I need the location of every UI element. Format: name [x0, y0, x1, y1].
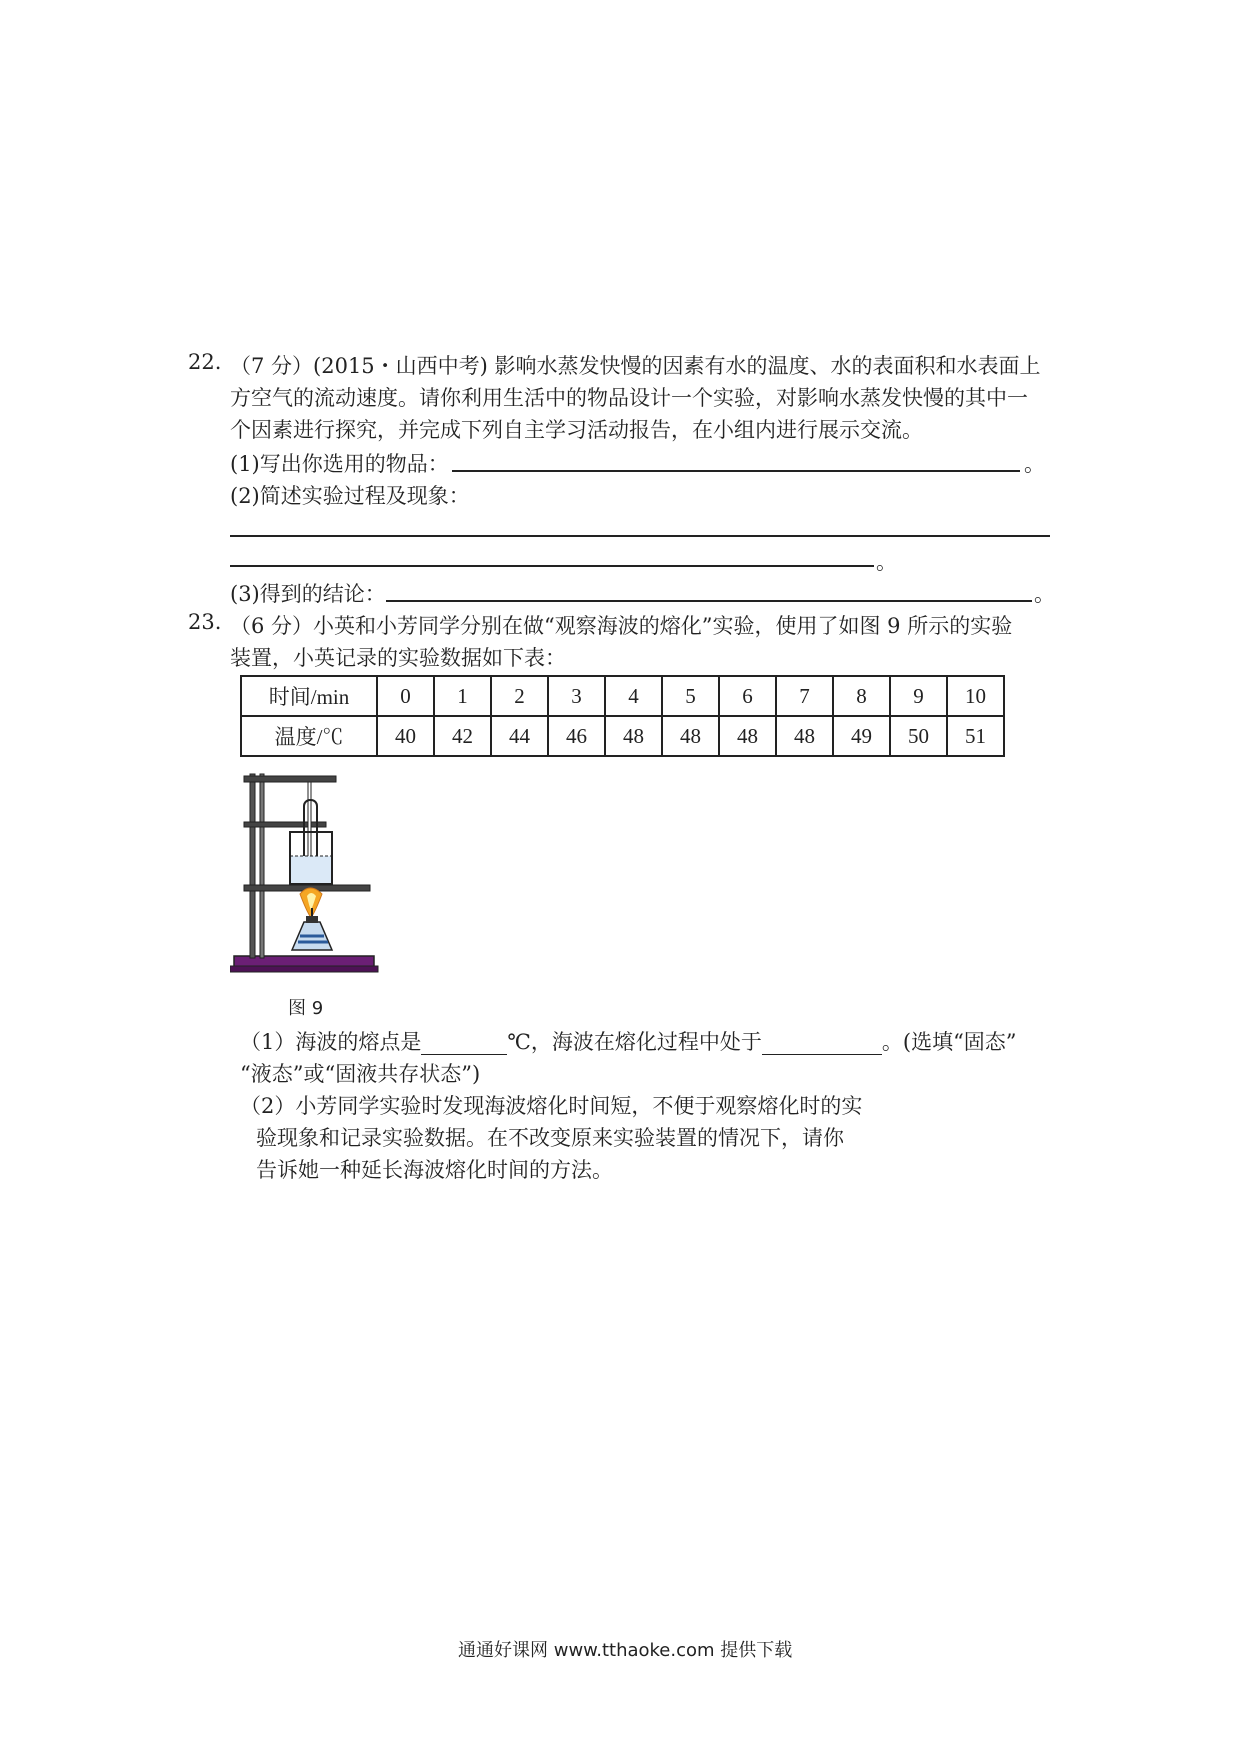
q23-sub1-line1 — [240, 1026, 1017, 1056]
temperature-cell: 48 — [719, 716, 776, 756]
q23-number: 23. — [188, 610, 222, 634]
q22-part3-answer-line[interactable] — [386, 600, 1032, 602]
q22-part2-answer-line-1[interactable] — [230, 535, 1050, 537]
time-cell: 7 — [776, 676, 833, 716]
temperature-cell: 44 — [491, 716, 548, 756]
q23-sub2-line1: （2）小芳同学实验时发现海波熔化时间短，不便于观察熔化时的实 — [240, 1094, 863, 1118]
stand-rod — [250, 774, 255, 958]
figure-caption: 图 9 — [288, 998, 324, 1019]
q22-part1-end: 。 — [1024, 452, 1045, 476]
q22-number: 22. — [188, 350, 222, 374]
clamp-arm — [244, 776, 336, 782]
time-cell: 0 — [377, 676, 434, 716]
temperature-cell: 48 — [662, 716, 719, 756]
state-blank[interactable] — [762, 1030, 882, 1055]
temperature-cell: 50 — [890, 716, 947, 756]
time-cell: 9 — [890, 676, 947, 716]
melting-point-blank[interactable] — [421, 1030, 507, 1055]
q22-part1-label: (1)写出你选用的物品： — [230, 452, 449, 476]
q22-stem-line3: 个因素进行探究，并完成下列自主学习活动报告，在小组内进行展示交流。 — [230, 418, 923, 442]
q22-stem-line2: 方空气的流动速度。请你利用生活中的物品设计一个实验，对影响水蒸发快慢的其中一 — [230, 386, 1028, 410]
temperature-cell: 42 — [434, 716, 491, 756]
q22-part2-label: (2)简述实验过程及现象： — [230, 484, 470, 508]
temperature-cell: 46 — [548, 716, 605, 756]
sub1-text-a: （1）海波的熔点是 — [240, 1030, 422, 1054]
melting-data-table — [240, 675, 1005, 757]
time-cell: 10 — [947, 676, 1004, 716]
q22-part1-answer-line[interactable] — [452, 470, 1020, 472]
page-footer: 通通好课网 www.tthaoke.com 提供下载 — [458, 1640, 793, 1661]
temperature-cell: 49 — [833, 716, 890, 756]
table-row-time — [241, 676, 1004, 716]
time-cell: 8 — [833, 676, 890, 716]
sub1-text-b: ℃，海波在熔化过程中处于 — [507, 1030, 762, 1054]
temperature-cell: 51 — [947, 716, 1004, 756]
q22-part3-label: (3)得到的结论： — [230, 582, 386, 606]
q22-part2-end: 。 — [876, 550, 897, 574]
q23-sub2-line2: 验现象和记录实验数据。在不改变原来实验装置的情况下，请你 — [256, 1126, 844, 1150]
q22-stem-line1: （7 分）(2015・山西中考) 影响水蒸发快慢的因素有水的温度、水的表面积和水表面上 — [230, 354, 1041, 378]
table-row-temperature — [241, 716, 1004, 756]
q23-sub1-line2: “液态”或“固液共存状态”) — [240, 1062, 481, 1086]
q23-stem-line1: （6 分）小英和小芳同学分别在做“观察海波的熔化”实验，使用了如图 9 所示的实验 — [230, 614, 1013, 638]
q22-part2-answer-line-2[interactable] — [230, 565, 874, 567]
q23-sub2-line3: 告诉她一种延长海波熔化时间的方法。 — [256, 1158, 613, 1182]
temperature-cell: 40 — [377, 716, 434, 756]
q23-stem-line2: 装置，小英记录的实验数据如下表： — [230, 646, 566, 670]
thermometer — [308, 782, 311, 868]
temperature-cell: 48 — [776, 716, 833, 756]
time-cell: 3 — [548, 676, 605, 716]
q22-part3-end: 。 — [1034, 582, 1055, 606]
time-cell: 2 — [491, 676, 548, 716]
time-cell: 6 — [719, 676, 776, 716]
temperature-cell: 48 — [605, 716, 662, 756]
time-header: 时间/min — [241, 676, 377, 716]
temperature-header: 温度/℃ — [241, 716, 377, 756]
sub1-text-c: 。(选填“固态” — [881, 1030, 1017, 1054]
heating-apparatus-figure — [230, 770, 380, 980]
time-cell: 5 — [662, 676, 719, 716]
time-cell: 4 — [605, 676, 662, 716]
time-cell: 1 — [434, 676, 491, 716]
